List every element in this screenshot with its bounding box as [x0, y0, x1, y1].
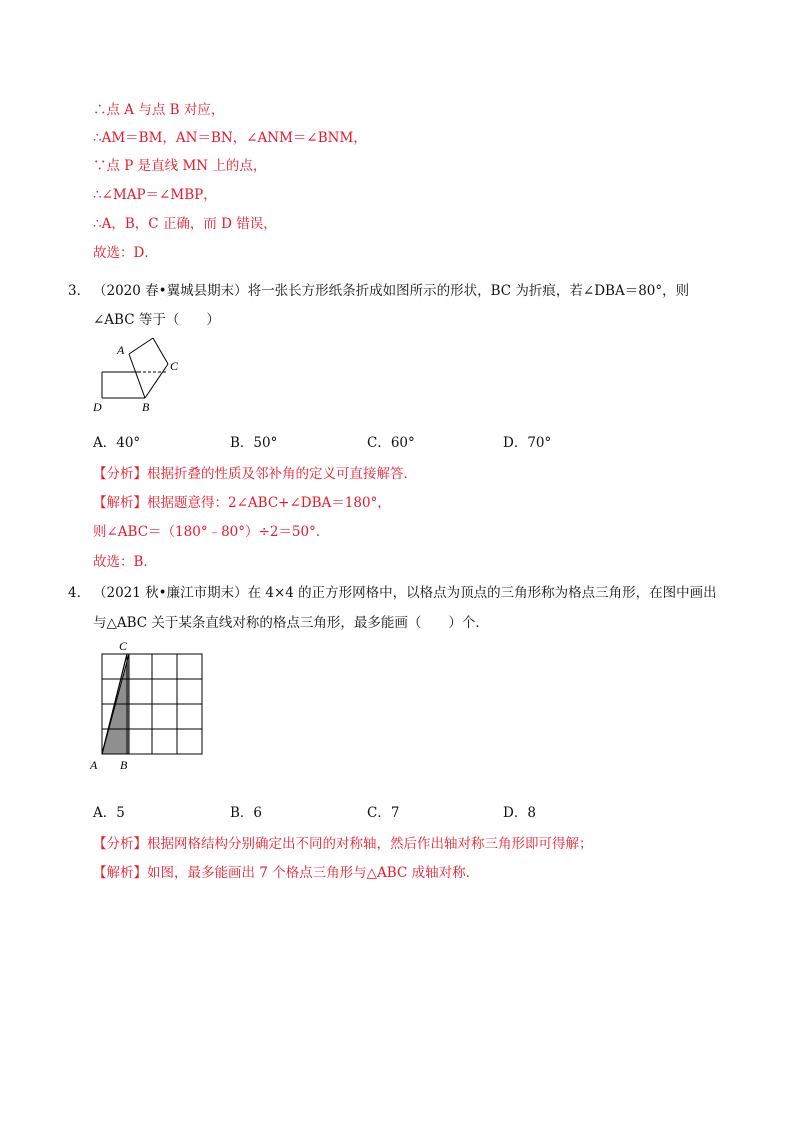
q3-label-a: A: [117, 343, 125, 357]
q4-label-b: B: [120, 758, 128, 772]
q3-fold-figure: [88, 332, 188, 416]
q3-label-c: C: [170, 359, 179, 373]
solution-line-2: ∴AM＝BM，AN＝BN，∠ANM＝∠BNM，: [93, 130, 367, 146]
q3-option-c: C．60°: [367, 435, 415, 451]
q4-option-b: B．6: [230, 805, 263, 821]
q4-label-c: C: [119, 639, 128, 653]
solution-answer: 故选：D．: [93, 245, 158, 261]
q4-option-d: D．8: [503, 805, 536, 821]
q3-solution-1: 【解析】根据题意得：2∠ABC+∠DBA＝180°，: [93, 495, 391, 511]
q4-option-a: A．5: [93, 805, 125, 821]
q3-option-d: D．70°: [503, 435, 552, 451]
q4-number: 4．: [68, 585, 91, 601]
q3-number: 3．: [68, 283, 91, 299]
q3-text-line2: ∠ABC 等于（ ）: [93, 312, 220, 328]
solution-line-1: ∴点 A 与点 B 对应，: [93, 102, 225, 118]
solution-line-4: ∴∠MAP＝∠MBP，: [93, 187, 217, 203]
q4-text-line1: （2021 秋•廉江市期末）在 4×4 的正方形网格中，以格点为顶点的三角形称为格点三角形，在图中画出: [93, 585, 717, 601]
q3-answer: 故选：B．: [93, 554, 157, 570]
q3-label-b: B: [142, 400, 150, 414]
solution-line-5: ∴A，B，C 正确，而 D 错误，: [93, 216, 277, 232]
q4-option-c: C．7: [367, 805, 400, 821]
q3-solution-2: 则∠ABC＝（180°﹣80°）÷2＝50°．: [93, 524, 330, 540]
q4-solution: 【解析】如图，最多能画出 7 个格点三角形与△ABC 成轴对称．: [93, 865, 480, 881]
q3-analysis: 【分析】根据折叠的性质及邻补角的定义可直接解答．: [93, 466, 417, 482]
q3-option-a: A．40°: [93, 435, 141, 451]
q4-label-a: A: [90, 758, 98, 772]
q3-text-line1: （2020 春•翼城县期末）将一张长方形纸条折成如图所示的形状，BC 为折痕，若∠DBA＝80°，则: [93, 283, 690, 299]
q3-option-b: B．50°: [230, 435, 278, 451]
q4-text-line2: 与△ABC 关于某条直线对称的格点三角形，最多能画（ ）个．: [93, 615, 489, 631]
q4-analysis: 【分析】根据网格结构分别确定出不同的对称轴，然后作出轴对称三角形即可得解；: [93, 836, 593, 852]
q3-label-d: D: [93, 400, 102, 414]
q4-grid-figure: [86, 636, 206, 772]
solution-line-3: ∵点 P 是直线 MN 上的点，: [93, 158, 267, 174]
